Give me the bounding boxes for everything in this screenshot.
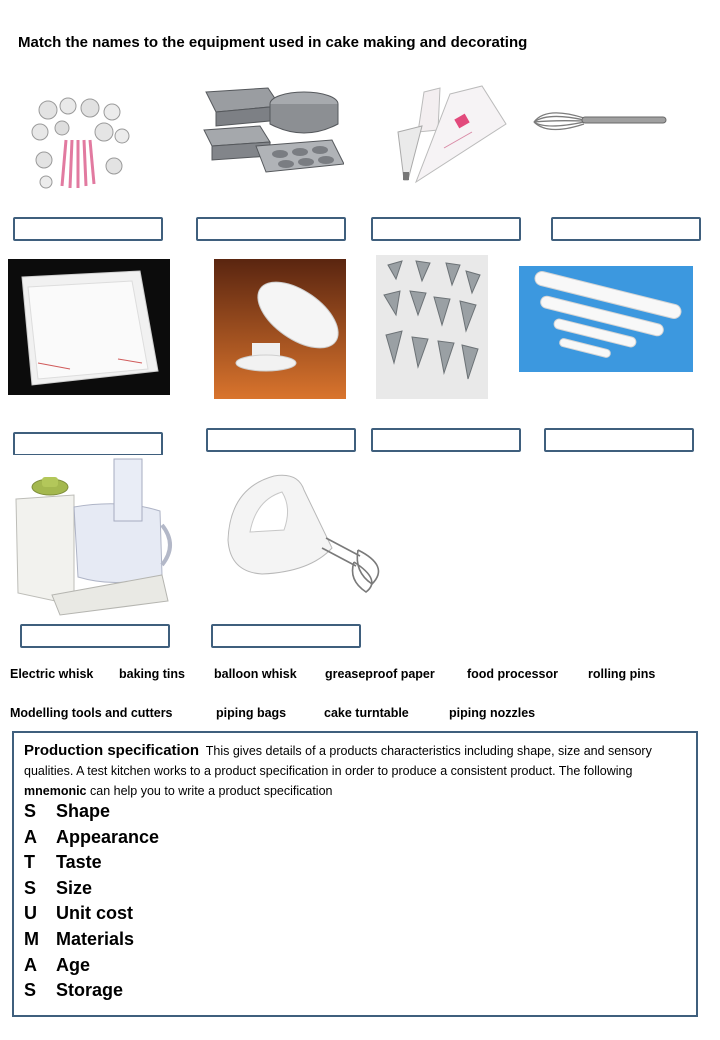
spec-bold-word: mnemonic <box>24 784 87 798</box>
greaseproof-paper-image <box>8 259 170 395</box>
production-spec-box <box>12 731 698 1017</box>
word-cake-turntable[interactable]: cake turntable <box>324 706 409 720</box>
mnemonic-line: U Unit cost <box>24 903 134 923</box>
mnemonic-line: S Shape <box>24 801 111 821</box>
modelling-tools-image <box>22 88 136 200</box>
mnemonic-line: A Age <box>24 955 91 975</box>
answer-box-5[interactable] <box>13 432 163 456</box>
answer-box-1[interactable] <box>13 217 163 241</box>
word-rolling-pins[interactable]: rolling pins <box>588 667 656 681</box>
answer-box-8[interactable] <box>544 428 694 452</box>
spec-body-2: can help you to write a product specification <box>86 784 333 798</box>
word-food-processor[interactable]: food processor <box>467 667 558 681</box>
mnemonic-line: A Appearance <box>24 827 160 847</box>
piping-bags-image <box>390 84 508 186</box>
answer-box-2[interactable] <box>196 217 346 241</box>
word-greaseproof-paper[interactable]: greaseproof paper <box>325 667 435 681</box>
word-baking-tins[interactable]: baking tins <box>119 667 185 681</box>
baking-tins-image <box>198 84 344 184</box>
answer-box-7[interactable] <box>371 428 521 452</box>
worksheet-title: Match the names to the equipment used in cake making and decorating <box>18 34 528 51</box>
word-electric-whisk[interactable]: Electric whisk <box>10 667 94 681</box>
answer-box-6[interactable] <box>206 428 356 452</box>
word-piping-nozzles[interactable]: piping nozzles <box>449 706 536 720</box>
mnemonic-line: S Size <box>24 878 93 898</box>
word-piping-bags[interactable]: piping bags <box>216 706 287 720</box>
electric-whisk-image <box>222 468 392 594</box>
food-processor-image <box>12 455 178 619</box>
answer-box-9[interactable] <box>20 624 170 648</box>
word-modelling-tools[interactable]: Modelling tools and cutters <box>10 706 173 720</box>
word-balloon-whisk[interactable]: balloon whisk <box>214 667 297 681</box>
answer-box-4[interactable] <box>551 217 701 241</box>
spec-paragraph <box>24 741 682 801</box>
mnemonic-line: M Materials <box>24 929 135 949</box>
piping-nozzles-image <box>376 255 488 399</box>
mnemonic-line: S Storage <box>24 980 124 1000</box>
spec-body-1: This gives details of a products characteristics including shape, size and sensory qualities. A test kitchen works to a product specification in order to produce a consistent product. The following <box>24 744 652 778</box>
rolling-pins-image <box>519 266 693 372</box>
balloon-whisk-image <box>528 102 670 138</box>
answer-box-3[interactable] <box>371 217 521 241</box>
spec-heading: Production specification <box>24 742 200 759</box>
cake-turntable-image <box>214 259 346 399</box>
mnemonic-line: T Taste <box>24 852 102 872</box>
answer-box-10[interactable] <box>211 624 361 648</box>
